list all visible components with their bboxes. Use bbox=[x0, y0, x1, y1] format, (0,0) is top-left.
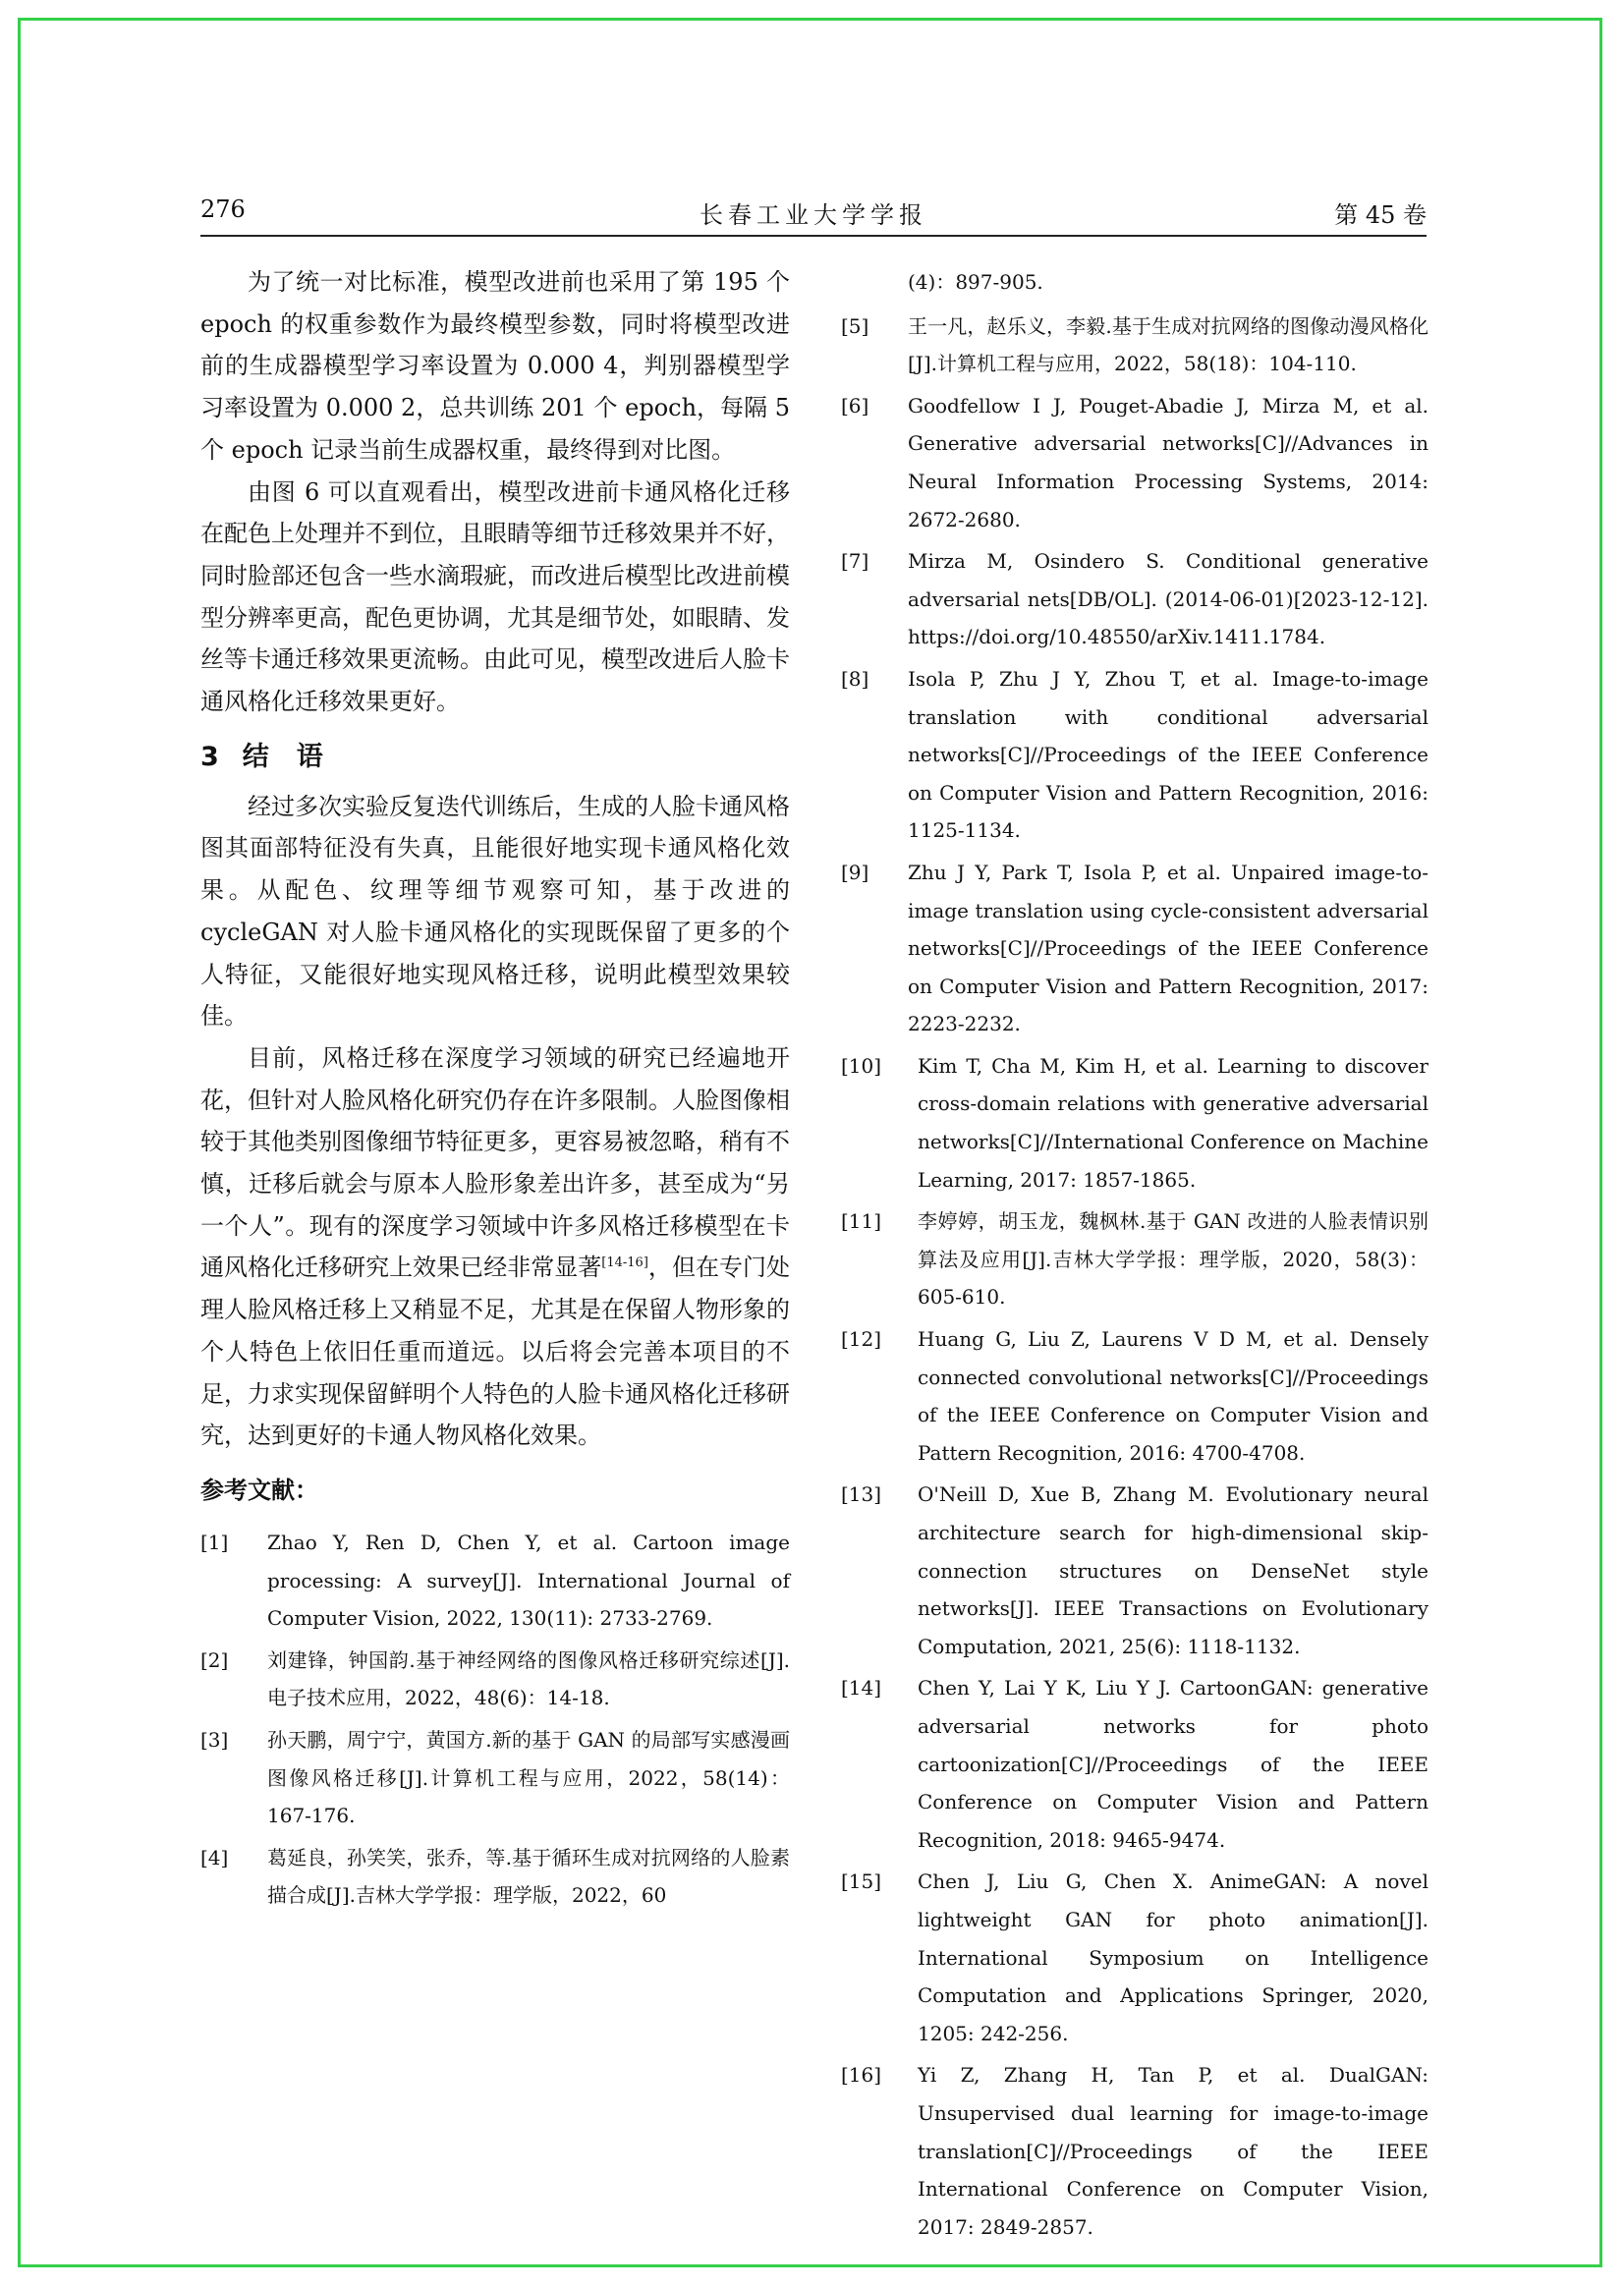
reference-number: [16] bbox=[841, 2063, 882, 2088]
reference-text: 刘建锋，钟国韵.基于神经网络的图像风格迁移研究综述[J].电子技术应用，2022，48(6)：14-18. bbox=[267, 1647, 790, 1710]
reference-number: [2] bbox=[200, 1647, 229, 1672]
reference-number: [12] bbox=[841, 1327, 882, 1352]
reference-number: [4] bbox=[200, 1845, 229, 1869]
reference-text: Huang G, Liu Z, Laurens V D M, et al. Densely connected convolutional networks[C]//Proceedings of the IEEE Conference on Computer Vision and Pattern Recognition, 2016: 4700-4708. bbox=[918, 1327, 1428, 1465]
body-paragraph bbox=[200, 1037, 790, 1457]
body-paragraph: 为了统一对比标准，模型改进前也采用了第 195 个 epoch 的权重参数作为最终模型参数，同时将模型改进前的生成器模型学习率设置为 0.000 4，判别器模型学习率设置为 0.000 2，总共训练 201 个 epoch，每隔 5 个 epoch 记录当前生成器权重，最终得到对比图。 bbox=[200, 268, 790, 464]
body-paragraph: 经过多次实验反复迭代训练后，生成的人脸卡通风格图其面部特征没有失真，且能很好地实现卡通风格化效果。从配色、纹理等细节观察可知，基于改进的 cycleGAN 对人脸卡通风格化的实现既保留了更多的个人特征，又能很好地实现风格迁移，说明此模型效果较佳。 bbox=[200, 792, 790, 1031]
reference-item bbox=[841, 387, 1428, 538]
journal-title: 长春工业大学学报 bbox=[700, 201, 927, 229]
reference-item bbox=[841, 1047, 1428, 1199]
section-heading bbox=[200, 737, 790, 778]
reference-item bbox=[200, 1721, 790, 1835]
reference-number: [5] bbox=[841, 313, 869, 338]
reference-item bbox=[841, 2056, 1428, 2246]
running-header bbox=[200, 195, 1427, 237]
reference-number: [10] bbox=[841, 1053, 882, 1078]
reference-text: Goodfellow I J, Pouget-Abadie J, Mirza M, et al. Generative adversarial networks[C]//Advances in Neural Information Processing Systems, 2014: 2672-2680. bbox=[908, 393, 1428, 531]
reference-item bbox=[200, 1524, 790, 1638]
reference-item bbox=[841, 1476, 1428, 1665]
reference-number: [7] bbox=[841, 549, 869, 574]
reference-number: [13] bbox=[841, 1482, 882, 1507]
section-title: 结语 bbox=[242, 741, 351, 772]
volume-label: 第 45 卷 bbox=[1334, 201, 1427, 229]
reference-item bbox=[841, 307, 1428, 383]
reference-text: Zhu J Y, Park T, Isola P, et al. Unpaired image-to-image translation using cycle-consistent adversarial networks[C]//Proceedings of the IEEE Conference on Computer Vision and Pattern Recognition, 2017: 2223-2232. bbox=[908, 860, 1428, 1036]
reference-text: O'Neill D, Xue B, Zhang M. Evolutionary neural architecture search for high-dimensional skip-connection structures on DenseNet style networks[J]. IEEE Transactions on Evolutionary Computation, 2021, 25(6): 1118-1132. bbox=[918, 1482, 1428, 1658]
reference-number: [1] bbox=[200, 1530, 229, 1554]
left-column bbox=[200, 261, 790, 1919]
reference-number: [3] bbox=[200, 1727, 229, 1752]
reference-text: 孙天鹏，周宁宁，黄国方.新的基于 GAN 的局部写实感漫画图像风格迁移[J].计算机工程与应用，2022，58(14)：167-176. bbox=[267, 1727, 790, 1828]
reference-text: 葛延良，孙笑笑，张乔，等.基于循环生成对抗网络的人脸素描合成[J].吉林大学学报：理学版，2022，60 bbox=[267, 1845, 790, 1908]
reference-number: [9] bbox=[841, 860, 869, 884]
reference-text: Isola P, Zhu J Y, Zhou T, et al. Image-to-image translation with conditional adversarial networks[C]//Proceedings of the IEEE Conference on Computer Vision and Pattern Recognition, 2016: 1125-1134. bbox=[908, 666, 1428, 843]
reference-number: [6] bbox=[841, 393, 869, 418]
reference-text: Yi Z, Zhang H, Tan P, et al. DualGAN: Unsupervised dual learning for image-to-image translation[C]//Proceedings of the IEEE International Conference on Computer Vision, 2017: 2849-2857. bbox=[918, 2063, 1428, 2239]
reference-text: Chen Y, Lai Y K, Liu Y J. CartoonGAN: generative adversarial networks for photo cartoonization[C]//Proceedings of the IEEE Conference on Computer Vision and Pattern Recognition, 2018: 9465-9474. bbox=[918, 1676, 1428, 1852]
reference-number: [15] bbox=[841, 1869, 882, 1894]
reference-item bbox=[200, 1642, 790, 1717]
reference-item bbox=[841, 542, 1428, 656]
reference-text: 李婷婷，胡玉龙，魏枫林.基于 GAN 改进的人脸表情识别算法及应用[J].吉林大学学报：理学版，2020，58(3)：605-610. bbox=[918, 1209, 1428, 1310]
reference-text: Mirza M, Osindero S. Conditional generative adversarial nets[DB/OL]. (2014-06-01)[2023-12-12]. https://doi.org/10.48550/arXiv.1411.1784. bbox=[908, 549, 1428, 649]
reference-text: Kim T, Cha M, Kim H, et al. Learning to discover cross-domain relations with generative adversarial networks[C]//International Conference on Machine Learning, 2017: 1857-1865. bbox=[918, 1053, 1428, 1192]
reference-item bbox=[841, 660, 1428, 850]
reference-number: [11] bbox=[841, 1209, 882, 1234]
reference-number: [14] bbox=[841, 1676, 882, 1701]
reference-item bbox=[841, 1863, 1428, 2052]
reference-item bbox=[841, 854, 1428, 1043]
reference-number: [8] bbox=[841, 666, 869, 691]
page-number: 276 bbox=[200, 195, 246, 223]
section-number: 3 bbox=[200, 741, 219, 772]
citation-superscript: [14-16] bbox=[601, 1255, 648, 1271]
reference-text: Zhao Y, Ren D, Chen Y, et al. Cartoon image processing: A survey[J]. International Journal of Computer Vision, 2022, 130(11): 2733-2769. bbox=[267, 1530, 790, 1631]
reference-item bbox=[841, 1202, 1428, 1316]
reference-text: 王一凡，赵乐义，李毅.基于生成对抗网络的图像动漫风格化[J].计算机工程与应用，2022，58(18)：104-110. bbox=[908, 313, 1428, 376]
reference-continuation: (4)：897-905. bbox=[908, 270, 1043, 294]
reference-item bbox=[841, 1669, 1428, 1859]
paragraph-text: 目前，风格迁移在深度学习领域的研究已经遍地开花，但针对人脸风格化研究仍存在许多限制。人脸图像相较于其他类别图像细节特征更多，更容易被忽略，稍有不慎，迁移后就会与原本人脸形象差出许多，甚至成为“另一个人”。现有的深度学习领域中许多风格迁移模型在卡通风格化迁移研究上效果已经非常显著 bbox=[200, 1043, 790, 1282]
paragraph-text: ，但在专门处理人脸风格迁移上又稍显不足，尤其是在保留人物形象的个人特色上依旧任重而道远。以后将会完善本项目的不足，力求实现保留鲜明个人特色的人脸卡通风格化迁移研究，达到更好的卡通人物风格化效果。 bbox=[200, 1254, 791, 1450]
reference-text: Chen J, Liu G, Chen X. AnimeGAN: A novel lightweight GAN for photo animation[J]. International Symposium on Intelligence Computation and Applications Springer, 2020, 1205: 242-256. bbox=[918, 1869, 1428, 2045]
reference-item bbox=[200, 1839, 790, 1915]
right-column bbox=[841, 263, 1428, 2250]
references-heading: 参考文献： bbox=[200, 1476, 318, 1504]
body-paragraph: 由图 6 可以直观看出，模型改进前卡通风格化迁移在配色上处理并不到位，且眼睛等细节迁移效果并不好，同时脸部还包含一些水滴瑕疵，而改进后模型比改进前模型分辨率更高，配色更协调，尤其是细节处，如眼睛、发丝等卡通迁移效果更流畅。由此可见，模型改进后人脸卡通风格化迁移效果更好。 bbox=[200, 477, 790, 716]
reference-item bbox=[841, 1320, 1428, 1472]
